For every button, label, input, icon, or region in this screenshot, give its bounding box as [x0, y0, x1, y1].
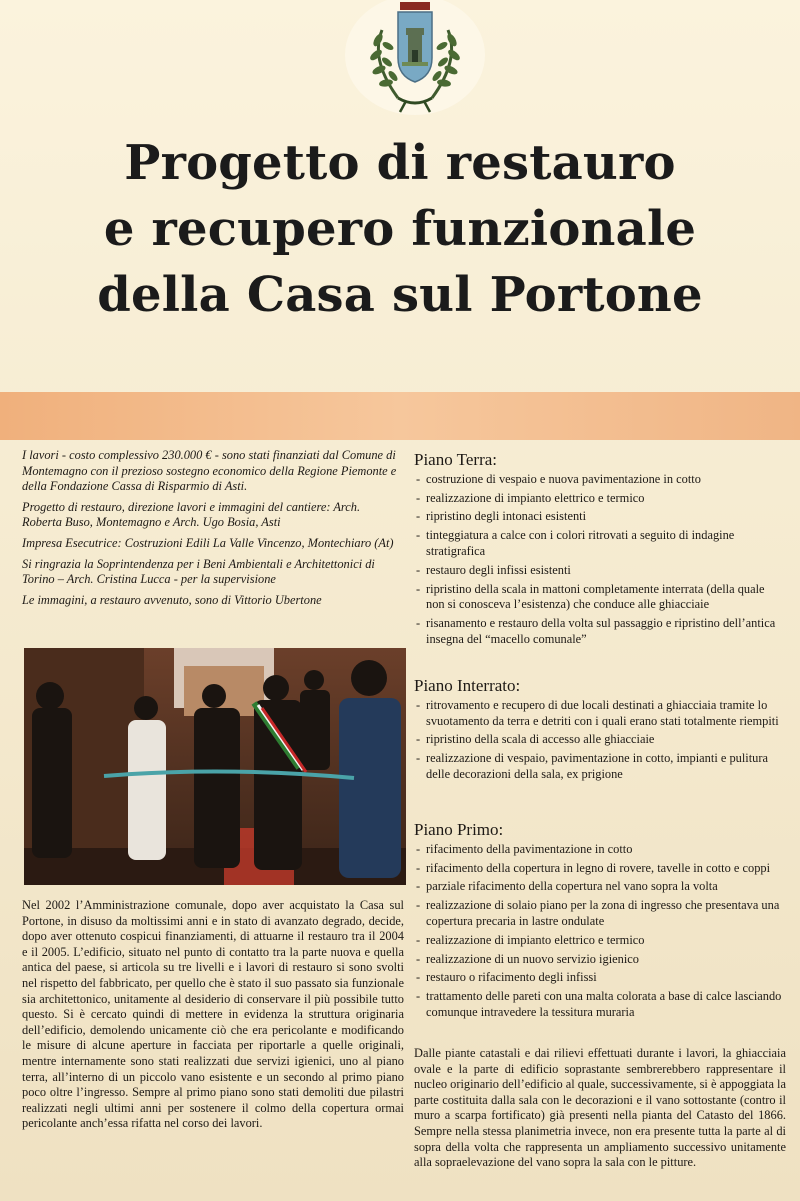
section-piano-primo	[414, 822, 786, 1024]
title-line-3: della Casa sul Portone	[97, 267, 703, 323]
story-text	[22, 898, 404, 1132]
list-item: - tinteggiatura a calce con i colori ritrovati a seguito di indagine stratigrafica	[414, 528, 786, 560]
list-item: - parziale rifacimento della copertura nel vano sopra la volta	[414, 879, 786, 895]
title-line-1: Progetto di restauro	[124, 135, 676, 191]
list-item: - realizzazione di vespaio, pavimentazione in cotto, impianti e pulitura delle decorazioni della sala, ex prigione	[414, 751, 786, 783]
credits-block	[22, 448, 402, 613]
list-item: - realizzazione di impianto elettrico e termico	[414, 933, 786, 949]
title-line-2: e recupero funzionale	[103, 201, 697, 257]
list-item: - ripristino della scala di accesso alle ghiacciaie	[414, 732, 786, 748]
section-heading: Piano Primo:	[414, 820, 504, 839]
credit-funding: I lavori - costo complessivo 230.000 € - sono stati finanziati dal Comune di Montemagno con il prezioso sostegno economico della Regione Piemonte e della Fondazione Cassa di Risparmio di Asti.	[22, 448, 397, 494]
closing-text	[414, 1046, 786, 1171]
list-item: - rifacimento della copertura in legno di rovere, tavelle in cotto e coppi	[414, 861, 786, 877]
list-item: - restauro o rifacimento degli infissi	[414, 970, 786, 986]
page-title	[0, 130, 800, 328]
list-item: - ripristino degli intonaci esistenti	[414, 509, 786, 525]
list-item: - realizzazione di impianto elettrico e termico	[414, 491, 786, 507]
list-item: - trattamento delle pareti con una malta colorata a base di calce lasciando comunque intravedere la tessitura muraria	[414, 989, 786, 1021]
list-item: - costruzione di vespaio e nuova pavimentazione in cotto	[414, 472, 786, 488]
section-piano-interrato	[414, 678, 786, 786]
list-item: - realizzazione di un nuovo servizio igienico	[414, 952, 786, 968]
list-item: - risanamento e restauro della volta sul passaggio e ripristino dell’antica insegna del “macello comunale”	[414, 616, 786, 648]
credit-contractor: Impresa Esecutrice: Costruzioni Edili La Valle Vincenzo, Montechiaro (At)	[22, 535, 394, 550]
section-piano-terra	[414, 452, 786, 651]
list-item: - realizzazione di solaio piano per la zona di ingresso che presentava una copertura precaria in lastre ondulate	[414, 898, 786, 930]
ceremony-photo	[24, 648, 406, 885]
list-item: - restauro degli infissi esistenti	[414, 563, 786, 579]
credit-thanks: Si ringrazia la Soprintendenza per i Beni Ambientali e Architettonici di Torino – Arch. Cristina Lucca - per la supervisione	[22, 556, 375, 587]
credit-photos: Le immagini, a restauro avvenuto, sono di Vittorio Ubertone	[22, 592, 322, 607]
list-item: - rifacimento della pavimentazione in cotto	[414, 842, 786, 858]
municipal-crest-icon	[340, 0, 490, 120]
section-heading: Piano Interrato:	[414, 676, 521, 695]
list-item: - ritrovamento e recupero di due locali destinati a ghiacciaia tramite lo svuotamento da terra e detriti con i quali erano stati totalmente riempiti	[414, 698, 786, 730]
section-heading: Piano Terra:	[414, 450, 497, 469]
closing-paragraph: Dalle piante catastali e dai rilievi effettuati durante i lavori, la ghiacciaia ovale e la parte di edificio soprastante sembrerebbero rappresentare il nucleo originario dell’edificio al quale, successivamente, si è appoggiata la parte costituita dalla sala con le decorazioni e il vano sottostante (contro il muro a scarpa fortificato) già presenti nella pianta del Catasto del 1866. Sempre nella stessa planimetria invece, non era presente tutta la parte al di sopra della volta che rappresenta un ampliamento successivo unitamente alla sopraelevazione del vano sopra la sala con le pitture.	[414, 1046, 786, 1170]
list-item: - ripristino della scala in mattoni completamente interrata (della quale non si conosceva l’esistenza) che conduce alle ghiacciaie	[414, 582, 786, 614]
accent-band	[0, 392, 800, 440]
story-paragraph: Nel 2002 l’Amministrazione comunale, dopo aver acquistato la Casa sul Portone, in disuso da moltissimi anni e in stato di avanzato degrado, decide, dopo aver ottenuto cospicui finanziamenti, di attuarne il restauro tra il 2004 e il 2005. L’edificio, situato nel punto di contatto tra la parte nuova e quella antica del paese, si articola su tre livelli e i lavori di restauro si sono svolti nel rispetto del fabbricato, per quello che è stato il suo passato sia funzionale sia architettonico, unitamente al desiderio di conservare il più possibile tutto questo. Si è cercato quindi di mettere in evidenza la struttura originaria dell’edificio, demolendo unicamente ciò che era pericolante e modificando le misure di alcune aperture in facciata per riportarle a quelle originali, mentre internamente sono stati realizzati due servizi igienici, uno al piano terra, all’interno di un piccolo vano esistente e un secondo al primo piano poco oltre l’ingresso. Sempre al primo piano sono stati demoliti due pilastri realizzati negli ultimi anni per sostenere il colmo della copertura ormai pericolante anch’essa rifatta nel corso dei lavori.	[22, 898, 404, 1131]
credit-project: Progetto di restauro, direzione lavori e immagini del cantiere: Arch. Roberta Buso, Montemagno e Arch. Ugo Bosia, Asti	[22, 499, 361, 530]
